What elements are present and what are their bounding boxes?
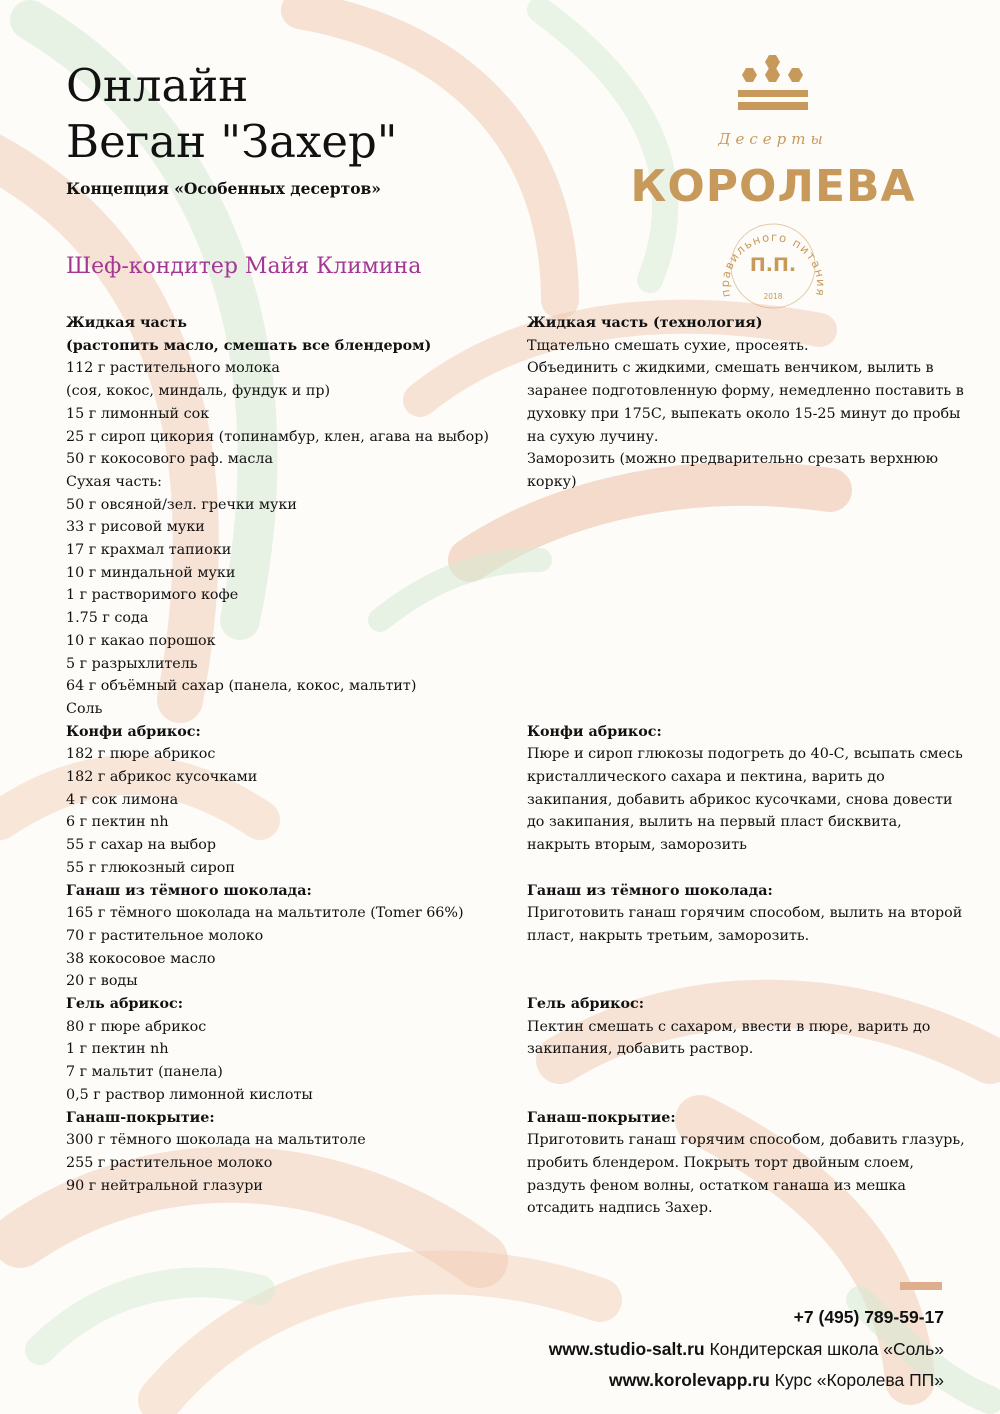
ingredient-line: 1 г пектин nh [66,1041,169,1058]
step-line: отсадить надпись Захер. [527,1200,713,1217]
ingredient-line: 112 г растительного молока [66,360,280,377]
step-line: Приготовить ганаш горячим способом, вылить на второй [527,905,963,922]
step-line: на сухую лучину. [527,428,659,445]
ingredient-heading: Ганаш из тёмного шоколада: [66,882,312,899]
ingredient-line: Соль [66,700,103,717]
crown-icon [738,55,808,110]
ingredient-line: 80 г пюре абрикос [66,1018,207,1035]
step-line: заранее подготовленную форму, немедленно поставить в [527,383,964,400]
title-line: Онлайн [66,59,249,112]
ingredient-line: 50 г овсяной/зел. гречки муки [66,496,297,513]
ingredient-section [66,1107,366,1198]
ingredient-line: 70 г растительное молоко [66,927,264,944]
accent-bar [900,1282,942,1290]
ingredient-section [66,880,464,994]
footer-site-school [549,1339,944,1360]
ingredient-heading: Ганаш-покрытие: [66,1109,215,1126]
ingredient-heading: (растопить масло, смешать все блендером) [66,337,432,354]
step-line: кристаллического сахара и пектина, варить до [527,769,885,785]
step-heading: Жидкая часть (технология) [527,315,763,331]
ingredient-line: 182 г пюре абрикос [66,746,216,763]
ingredient-line: Сухая часть: [66,473,162,490]
pp-seal [718,224,828,308]
seal-year: 2018 [763,292,783,301]
step-section [527,312,964,494]
ingredient-line: 5 г разрыхлитель [66,655,198,672]
site-link-studio-salt[interactable]: www.studio-salt.ru [548,1339,705,1359]
title-line: Веган "Захер" [66,115,398,168]
logo-script-word: Десерты [718,130,828,148]
step-section [527,993,930,1061]
ingredient-line: 55 г сахар на выбор [66,837,216,854]
seal-ring-text: правильного питания [717,229,829,299]
step-heading: Конфи абрикос: [527,723,662,740]
ingredient-heading: Жидкая часть [66,315,188,331]
step-line: раздуть феном волны, остатком ганаша из мешка [527,1177,906,1194]
ingredient-line: 17 г крахмал тапиоки [66,542,232,559]
ingredient-line: 33 г рисовой муки [66,519,205,536]
ingredient-heading: Гель абрикос: [66,996,183,1012]
step-heading: Ганаш-покрытие: [527,1109,676,1126]
ingredient-line: 90 г нейтральной глазури [66,1177,263,1194]
step-line: закипания, добавить абрикос кусочками, снова довести [527,791,953,808]
step-section [527,880,962,948]
page-title [66,58,397,170]
ingredient-line: 165 г тёмного шоколада на мальтитоле (Tomer 66%) [66,905,464,922]
ingredient-heading: Конфи абрикос: [66,723,201,740]
ingredient-line: 0,5 г раствор лимонной кислоты [66,1086,313,1103]
ingredient-section [66,721,257,880]
ingredient-line: 4 г сок лимона [66,791,179,808]
step-line: Пюре и сироп глюкозы подогреть до 40-С, всыпать смесь [527,746,963,763]
concept-subtitle: Концепция «Особенных десертов» [66,179,381,198]
ingredient-section [66,993,313,1107]
ingredient-line: 20 г воды [66,973,138,990]
ingredient-line: 10 г миндальной муки [66,564,236,581]
ingredient-line: 255 г растительное молоко [66,1154,273,1171]
step-line: до закипания, вылить на первый пласт бисквита, [527,814,902,831]
step-line: Пектин смешать с сахаром, ввести в пюре, варить до [527,1018,931,1035]
step-line: Тщательно смешать сухие, просеять. [527,337,809,354]
step-line: корку) [527,473,577,490]
ingredient-line: 1.75 г сода [66,610,149,627]
seal-center-text: П.П. [749,254,797,276]
ingredient-line: 38 кокосовое масло [66,950,216,967]
ingredient-line: 300 г тёмного шоколада на мальтитоле [66,1132,366,1149]
ingredient-line: 6 г пектин nh [66,814,169,831]
step-line: накрыть вторым, заморозить [527,837,747,854]
ingredient-section [66,312,489,721]
step-line: закипания, добавить раствор. [527,1041,754,1058]
step-heading: Гель абрикос: [527,996,644,1012]
ingredient-line: 7 г мальтит (панела) [66,1064,223,1081]
chef-name: Шеф-кондитер Майя Климина [66,254,422,279]
step-heading: Ганаш из тёмного шоколада: [527,882,773,899]
ingredient-line: (соя, кокос, миндаль, фундук и пр) [66,383,331,400]
step-line: пласт, накрыть третьим, заморозить. [527,927,810,944]
step-line: духовку при 175С, выпекать около 15-25 минут до пробы [527,405,961,422]
site-description: Курс «Королева ПП» [769,1370,944,1390]
logo-brand: КОРОЛЕВА [630,161,916,212]
koroleva-logo [610,48,940,318]
step-line: Заморозить (можно предварительно срезать верхнюю [527,451,939,468]
ingredient-line: 25 г сироп цикория (топинамбур, клен, агава на выбор) [66,428,489,445]
phone-number[interactable]: +7 (495) 789-59-17 [793,1307,944,1327]
footer-phone[interactable] [794,1307,944,1328]
footer-site-course [609,1370,944,1391]
ingredient-line: 1 г растворимого кофе [66,587,239,604]
step-line: пробить блендером. Покрыть торт двойным слоем, [527,1154,914,1171]
site-link-korolevapp[interactable]: www.korolevapp.ru [608,1370,770,1390]
ingredient-line: 15 г лимонный сок [66,405,210,422]
step-line: Приготовить ганаш горячим способом, добавить глазурь, [527,1132,965,1149]
ingredient-line: 182 г абрикос кусочками [66,769,258,785]
step-line: Объединить с жидкими, смешать венчиком, вылить в [527,360,934,377]
ingredient-line: 50 г кокосового раф. масла [66,451,273,468]
step-section [527,1107,965,1221]
ingredient-line: 64 г объёмный сахар (панела, кокос, мальтит) [66,678,417,695]
site-description: Кондитерская школа «Соль» [704,1339,944,1359]
ingredient-line: 55 г глюкозный сироп [66,859,235,876]
step-section [527,721,963,857]
ingredient-line: 10 г какао порошок [66,632,216,649]
